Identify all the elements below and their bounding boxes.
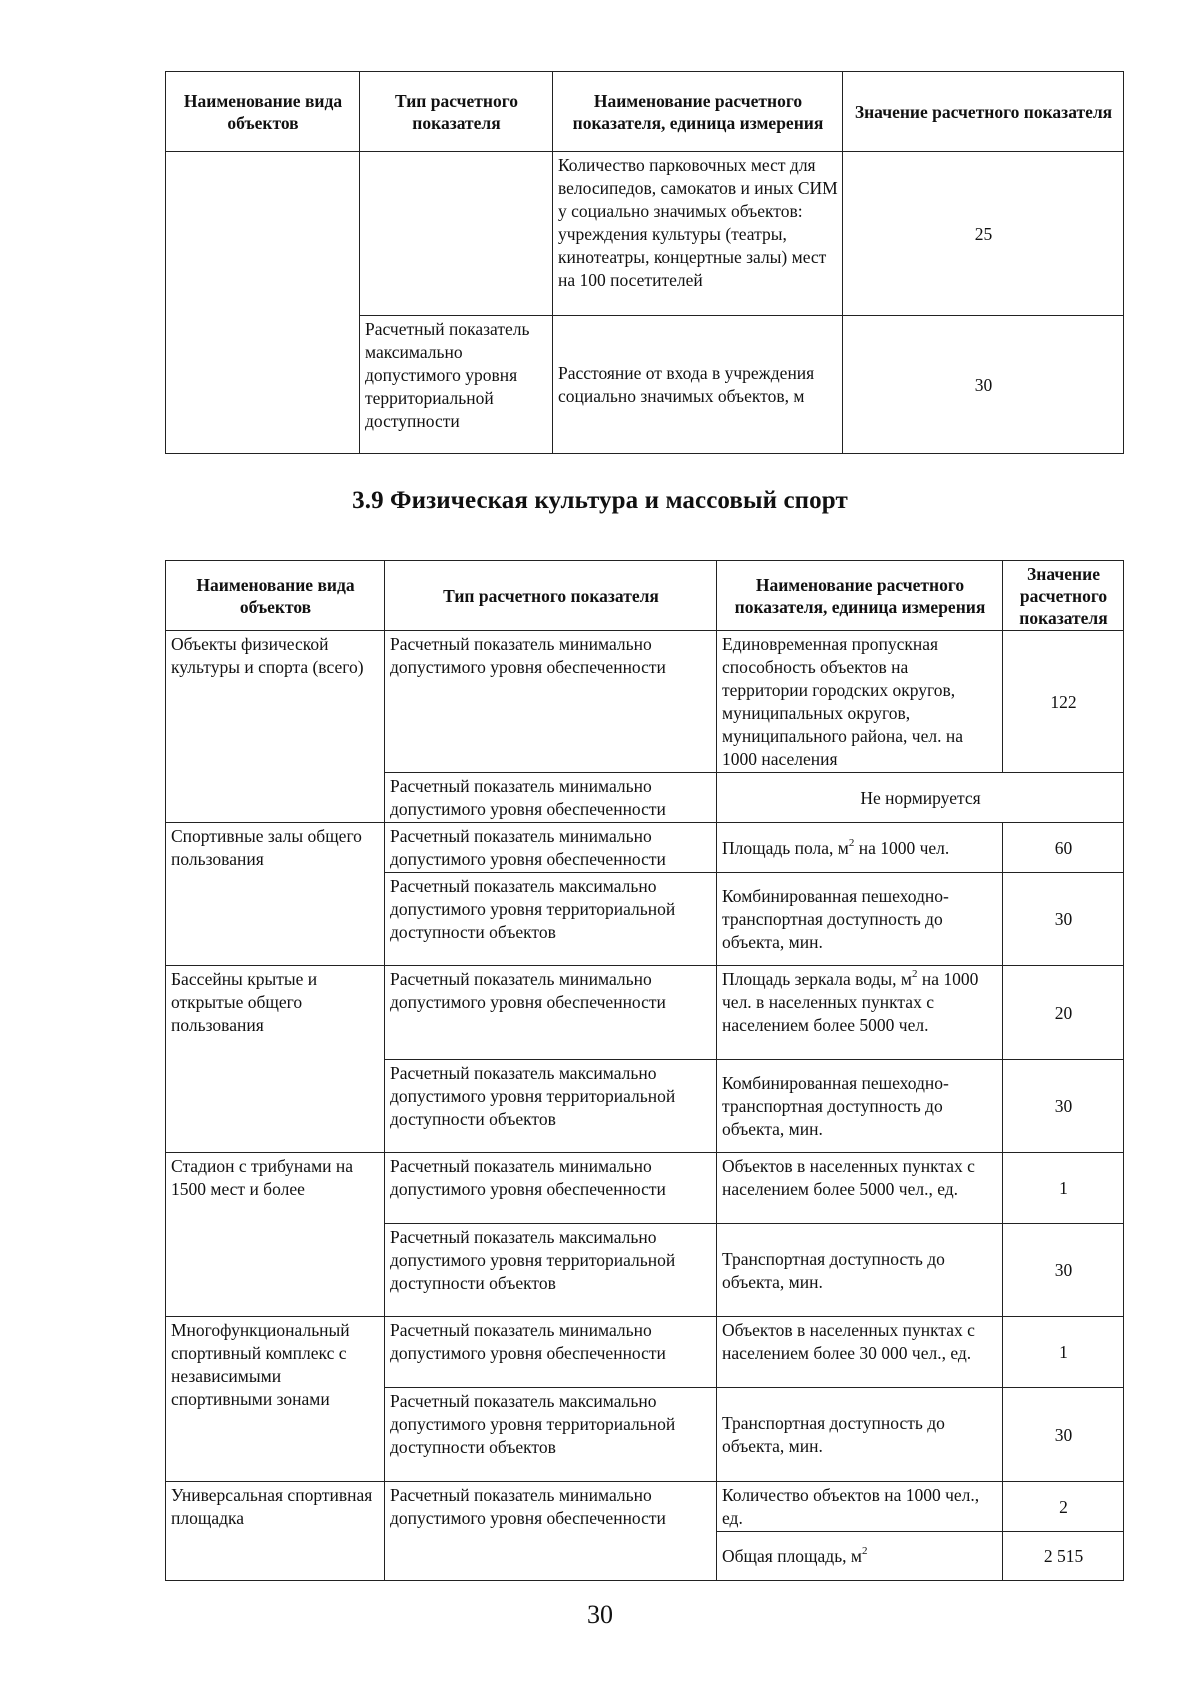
name-cell: Единовременная пропускная способность объектов на территории городских округов, муниципальных округов, муниципального района, чел. на 1000 населения [717, 631, 1003, 773]
object-cell: Объекты физической культуры и спорта (всего) [166, 631, 385, 823]
table-row [166, 1317, 1124, 1388]
name-cell: Количество парковочных мест для велосипедов, самокатов и иных СИМ у социально значимых объектов: учреждения культуры (театры, кинотеатры, концертные залы) мест на 100 посетителей [553, 152, 843, 316]
type-cell: Расчетный показатель максимально допустимого уровня территориальной доступности объектов [385, 1060, 717, 1153]
type-cell: Расчетный показатель минимально допустимого уровня обеспеченности [385, 1482, 717, 1581]
table-row [166, 1482, 1124, 1532]
page-number: 30 [587, 1600, 613, 1629]
type-cell: Расчетный показатель минимально допустимого уровня обеспеченности [385, 773, 717, 823]
not-normalized-cell: Не нормируется [717, 773, 1124, 823]
name-cell [717, 1532, 1003, 1581]
value-cell: 1 [1003, 1317, 1124, 1388]
continuation-table [165, 71, 1124, 454]
name-text: Общая площадь, м [722, 1546, 863, 1566]
name-cell [717, 823, 1003, 873]
type-cell: Расчетный показатель минимально допустимого уровня обеспеченности [385, 1317, 717, 1388]
header-indicator-type: Тип расчетного показателя [360, 72, 553, 152]
superscript: 2 [848, 836, 855, 849]
name-cell [717, 966, 1003, 1060]
superscript: 2 [862, 1545, 868, 1558]
object-cell: Универсальная спортивная площадка [166, 1482, 385, 1581]
object-cell: Бассейны крытые и открытые общего пользования [166, 966, 385, 1153]
name-cell: Объектов в населенных пунктах с населением более 30 000 чел., ед. [717, 1317, 1003, 1388]
type-cell: Расчетный показатель минимально допустимого уровня обеспеченности [385, 966, 717, 1060]
type-cell: Расчетный показатель максимально допустимого уровня территориальной доступности [360, 316, 553, 454]
name-cell: Количество объектов на 1000 чел., ед. [717, 1482, 1003, 1532]
table-header-row [166, 72, 1124, 152]
table-row [166, 631, 1124, 773]
superscript: 2 [911, 968, 918, 981]
value-cell: 20 [1003, 966, 1124, 1060]
value-cell: 30 [1003, 1060, 1124, 1153]
header-indicator-type: Тип расчетного показателя [385, 561, 717, 631]
value-cell: 30 [1003, 873, 1124, 966]
table-row [166, 823, 1124, 873]
type-cell: Расчетный показатель минимально допустимого уровня обеспеченности [385, 823, 717, 873]
object-cell-empty [166, 152, 360, 454]
value-cell: 30 [1003, 1388, 1124, 1482]
header-indicator-value: Значение расчетного показателя [843, 72, 1124, 152]
name-cell: Транспортная доступность до объекта, мин. [717, 1224, 1003, 1317]
value-cell: 1 [1003, 1153, 1124, 1224]
name-text: на 1000 чел. в населенных пунктах с населением более 5000 чел. [722, 969, 979, 1035]
section-title: 3.9 Физическая культура и массовый спорт [352, 487, 848, 514]
header-object-type: Наименование вида объектов [166, 561, 385, 631]
table-row [166, 152, 1124, 316]
name-cell: Транспортная доступность до объекта, мин. [717, 1388, 1003, 1482]
table-header-row [166, 561, 1124, 631]
object-cell: Спортивные залы общего пользования [166, 823, 385, 966]
type-cell: Расчетный показатель минимально допустимого уровня обеспеченности [385, 1153, 717, 1224]
value-cell: 30 [1003, 1224, 1124, 1317]
object-cell: Многофункциональный спортивный комплекс с независимыми спортивными зонами [166, 1317, 385, 1482]
value-cell: 2 [1003, 1482, 1124, 1532]
value-cell: 30 [843, 316, 1124, 454]
type-cell: Расчетный показатель максимально допустимого уровня территориальной доступности объектов [385, 1388, 717, 1482]
name-text: Площадь зеркала воды, м [722, 969, 912, 989]
sport-facilities-table [165, 560, 1124, 1581]
table-row [166, 1153, 1124, 1224]
name-cell: Комбинированная пешеходно-транспортная доступность до объекта, мин. [717, 873, 1003, 966]
name-cell: Объектов в населенных пунктах с населением более 5000 чел., ед. [717, 1153, 1003, 1224]
value-cell: 2 515 [1003, 1532, 1124, 1581]
header-object-type: Наименование вида объектов [166, 72, 360, 152]
value-cell: 122 [1003, 631, 1124, 773]
name-cell: Расстояние от входа в учреждения социально значимых объектов, м [553, 316, 843, 454]
name-cell: Комбинированная пешеходно-транспортная доступность до объекта, мин. [717, 1060, 1003, 1153]
type-cell: Расчетный показатель максимально допустимого уровня территориальной доступности объектов [385, 873, 717, 966]
table-row [166, 966, 1124, 1060]
value-cell: 25 [843, 152, 1124, 316]
header-indicator-name: Наименование расчетного показателя, единица измерения [717, 561, 1003, 631]
header-indicator-value: Значение расчетного показателя [1003, 561, 1124, 631]
type-cell [360, 152, 553, 316]
header-indicator-name: Наименование расчетного показателя, единица измерения [553, 72, 843, 152]
name-text: на 1000 чел. [854, 837, 950, 858]
type-cell: Расчетный показатель минимально допустимого уровня обеспеченности [385, 631, 717, 773]
type-cell: Расчетный показатель максимально допустимого уровня территориальной доступности объектов [385, 1224, 717, 1317]
object-cell: Стадион с трибунами на 1500 мест и более [166, 1153, 385, 1317]
name-text: Площадь пола, м [722, 837, 849, 858]
value-cell: 60 [1003, 823, 1124, 873]
